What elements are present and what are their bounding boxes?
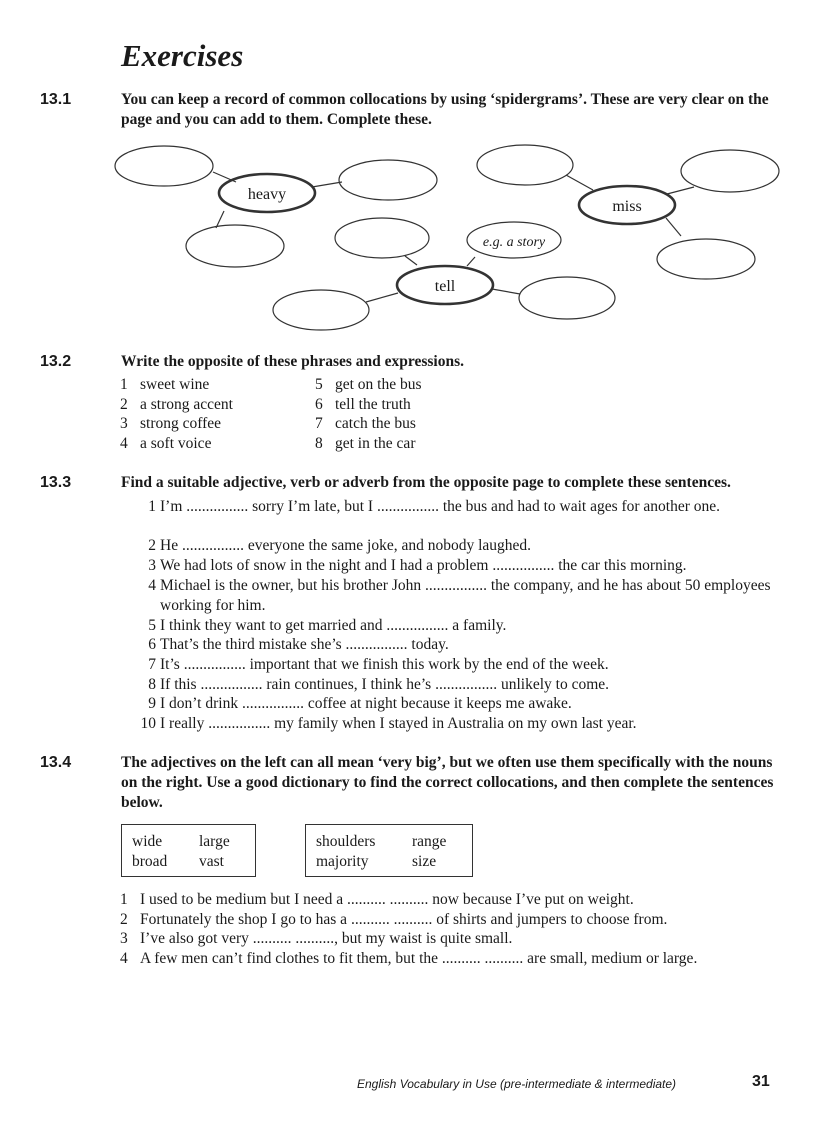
- exercise-number-13-3: 13.3: [40, 474, 72, 491]
- list-item: 4 a soft voice: [120, 434, 212, 452]
- list-item: 3 strong coffee: [120, 415, 222, 432]
- page-title: Exercises: [121, 38, 244, 73]
- sentence-item: 2 He ................ everyone the same joke, and nobody laughed.: [148, 537, 532, 554]
- box-word: broad: [132, 853, 168, 870]
- spider-connector: [312, 182, 342, 187]
- list-item: 1 sweet wine: [120, 376, 210, 393]
- box-word: size: [412, 853, 437, 870]
- empty-oval: [681, 150, 779, 192]
- empty-oval: [477, 145, 573, 185]
- sentence-item: 9 I don’t drink ................ coffee at night because it keeps me awake.: [148, 695, 572, 712]
- exercise-number-13-1: 13.1: [40, 91, 72, 108]
- sentence-item: 4 A few men can’t find clothes to fit them, but the .......... .......... are small, medium or large.: [120, 949, 698, 967]
- empty-oval: [519, 277, 615, 319]
- list-item: 2 a strong accent: [120, 395, 233, 413]
- empty-oval: [335, 218, 429, 258]
- exercise-number-13-2: 13.2: [40, 353, 72, 370]
- tell-label: tell: [434, 278, 456, 295]
- spider-connector: [467, 257, 475, 266]
- list-item: 7 catch the bus: [315, 415, 416, 432]
- sentence-item: 3 We had lots of snow in the night and I had a problem ................ the car this morning.: [148, 557, 687, 574]
- exercise-13-2-left-column: [120, 375, 233, 453]
- exercise-number-13-4: 13.4: [40, 754, 72, 771]
- exercise-13-4-sentences: [120, 890, 697, 968]
- empty-oval: [186, 225, 284, 267]
- list-item: 6 tell the truth: [315, 395, 411, 413]
- spider-connector: [666, 218, 681, 236]
- sentence-item: 6 That’s the third mistake she’s ................ today.: [148, 636, 449, 653]
- box-word: vast: [199, 853, 224, 870]
- spider-connector: [667, 187, 694, 194]
- adjectives-box: [121, 824, 256, 877]
- list-item: 5 get on the bus: [315, 376, 422, 393]
- empty-oval: [657, 239, 755, 279]
- sentence-item: 5 I think they want to get married and ................ a family.: [148, 617, 507, 634]
- miss-label: miss: [612, 198, 642, 215]
- box-word: wide: [132, 833, 163, 850]
- list-item: 8 get in the car: [315, 434, 416, 452]
- exercise-13-1-instructions: You can keep a record of common collocations by using ‘spidergrams’. These are very clear on the page and you can add to them. Complete these.: [121, 91, 769, 128]
- nouns-box: [305, 824, 473, 877]
- sentence-item: 2 Fortunately the shop I go to has a .......... .......... of shirts and jumpers to choose from.: [120, 910, 668, 928]
- spider-connector: [405, 256, 417, 265]
- box-word: majority: [316, 853, 369, 870]
- empty-oval: [273, 290, 369, 330]
- box-word: shoulders: [316, 833, 376, 850]
- sentence-item: 8 If this ................ rain continues, I think he’s ................ unlikely to come.: [148, 676, 610, 693]
- example-label: e.g. a story: [482, 235, 546, 250]
- spider-connector: [566, 175, 593, 190]
- sentence-item: 1 I used to be medium but I need a .......... .......... now because I’ve put on weight.: [120, 891, 634, 908]
- heavy-label: heavy: [247, 186, 287, 203]
- spidergram-diagram: [0, 0, 816, 345]
- book-title-footer: English Vocabulary in Use (pre-intermediate & intermediate): [357, 1077, 677, 1091]
- exercise-13-3-instructions: Find a suitable adjective, verb or adverb from the opposite page to complete these sentences.: [121, 474, 731, 491]
- sentence-item: 1 I’m ................ sorry I’m late, but I ................ the bus and had to wait ages for another one.: [148, 498, 721, 515]
- sentence-item: 7 It’s ................ important that we finish this work by the end of the week.: [148, 656, 609, 673]
- sentence-item: 10 I really ................ my family when I stayed in Australia on my own last year.: [140, 715, 637, 732]
- sentence-item: 3 I’ve also got very .......... .........., but my waist is quite small.: [120, 930, 513, 947]
- exercise-13-2-instructions: Write the opposite of these phrases and expressions.: [121, 353, 465, 370]
- sentence-item: 4 Michael is the owner, but his brother John ................ the company, and he has about 50 employees working for him.: [148, 577, 771, 614]
- empty-oval: [115, 146, 213, 186]
- spider-connector: [492, 289, 520, 294]
- exercise-13-2-right-column: [315, 375, 422, 453]
- box-word: large: [199, 833, 230, 850]
- empty-oval: [339, 160, 437, 200]
- box-word: range: [412, 833, 447, 850]
- page-number: 31: [752, 1073, 770, 1090]
- exercise-13-4-instructions: The adjectives on the left can all mean ‘very big’, but we often use them specifically with the nouns on the right. Use a good dictionary to find the correct collocations, and then complete the sentences below.: [121, 754, 774, 811]
- spider-connector: [366, 293, 398, 302]
